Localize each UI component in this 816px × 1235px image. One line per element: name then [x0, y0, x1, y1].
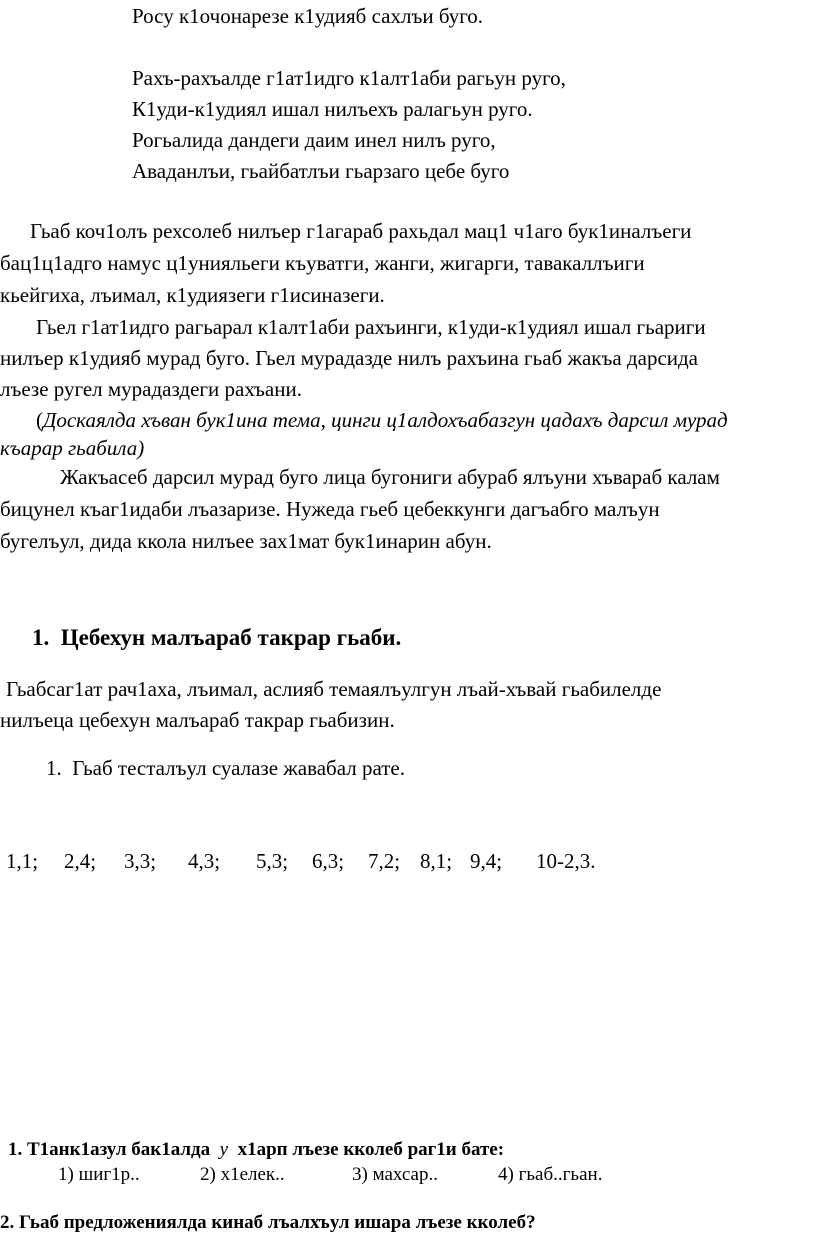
paragraph-3-line-1 [36, 408, 728, 433]
question-1-after: х1арп лъезе кколеб раг1и бате: [237, 1139, 505, 1160]
answer-5: 5,3; [256, 849, 289, 873]
answer-9: 9,4; [470, 849, 503, 873]
option-1: 1) шиг1р.. [58, 1164, 140, 1185]
paragraph-4-line-1: Жакъасеб дарсил мурад буго лица бугониги абураб ялъуни хъвараб калам [60, 465, 720, 489]
section-1-heading [32, 625, 401, 650]
question-2: 2. Гьаб предложениялда кинаб лъалхъул ишара лъезе кколеб? [0, 1212, 536, 1233]
answer-7: 7,2; [368, 849, 401, 873]
poem-line-2: К1уди-к1удиял ишал нилъехъ ралагьун руго. [132, 97, 533, 121]
section-1-number: 1. [32, 625, 50, 650]
open-paren: ( [36, 408, 43, 432]
poem-line-4: Аваданлъи, гьайбатлъи гьарзаго цебе буго [132, 159, 510, 183]
paragraph-2-line-3: лъезе ругел мурадаздеги рахъани. [0, 377, 302, 401]
task-1-number: 1. [46, 756, 62, 780]
answer-2: 2,4; [64, 849, 97, 873]
paragraph-4-line-2: бицунел къаг1идаби лъазаризе. Нужеда гьеб цебеккунги дагъабго малъун [0, 497, 660, 521]
answer-10: 10-2,3. [536, 849, 596, 873]
option-2: 2) х1елек.. [200, 1164, 285, 1185]
task-1-text: Гьаб тесталъул суалазе жавабал рате. [72, 756, 405, 780]
paragraph-2-line-2: нилъер к1удияб мурад буго. Гьел мурадазде нилъ рахъина гьаб жакъа дарсида [0, 346, 699, 370]
answer-3: 3,3; [124, 849, 157, 873]
paragraph-1-line-1: Гьаб коч1олъ рехсолеб нилъер г1агараб рахьдал мац1 ч1аго бук1иналъеги [30, 219, 692, 243]
poem-line-1: Рахъ-рахъалде г1ат1идго к1алт1аби рагьун руго, [132, 66, 566, 90]
paragraph-3-line-2: къарар гьабила) [0, 436, 145, 460]
poem-intro: Росу к1очонарезе к1удияб сахлъи буго. [132, 4, 484, 28]
section-1-title: Цебехун малъараб такрар гьаби. [60, 625, 402, 650]
paragraph-5-line-2: нилъеца цебехун малъараб такрар гьабизин. [0, 708, 395, 732]
answer-4: 4,3; [188, 849, 221, 873]
question-1-before: 1. Т1анк1азул бак1алда [8, 1139, 211, 1160]
option-3: 3) махсар.. [352, 1164, 438, 1185]
task-1 [46, 756, 405, 781]
question-1-letter: у [219, 1139, 229, 1160]
answer-1: 1,1; [6, 849, 39, 873]
note-line-1: Доскаялда хъван бук1ина тема, цинги ц1алдохъабазгун цадахъ дарсил мурад [43, 408, 728, 432]
paragraph-4-line-3: бугелъул, дида ккола нилъее зах1мат бук1инарин абун. [0, 529, 492, 553]
option-4: 4) гьаб..гьан. [498, 1164, 603, 1185]
paragraph-5-line-1: Гьабсаг1ат рач1аха, лъимал, аслияб темаялъулгун лъай-хъвай гьабилелде [6, 677, 662, 701]
paragraph-1-line-2: бац1ц1адго намус ц1унияльеги къуватги, жанги, жигарги, тавакаллъиги [0, 251, 645, 275]
poem-line-3: Рогьалида дандеги даим инел нилъ руго, [132, 128, 496, 152]
question-1 [8, 1137, 504, 1162]
answer-8: 8,1; [420, 849, 453, 873]
paragraph-1-line-3: кьейгиха, лъимал, к1удиязеги г1исиназеги. [0, 283, 385, 307]
answer-6: 6,3; [312, 849, 345, 873]
paragraph-2-line-1: Гьел г1ат1идго рагьарал к1алт1аби рахъинги, к1уди-к1удиял ишал гьариги [36, 315, 706, 339]
